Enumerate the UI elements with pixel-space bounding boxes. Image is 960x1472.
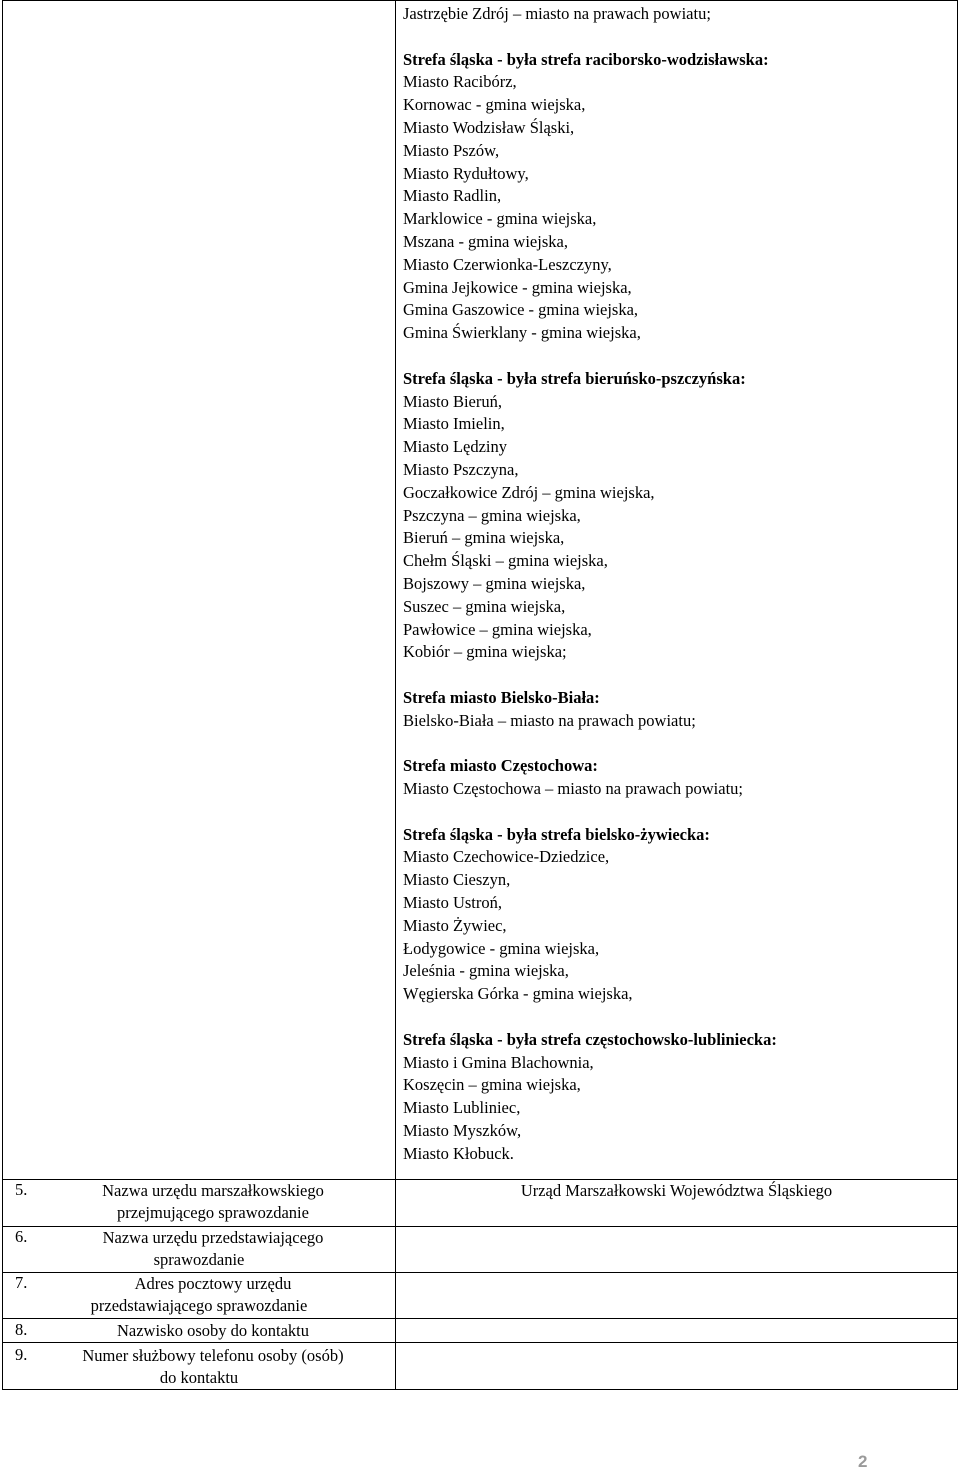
list-item: Kornowac - gmina wiejska, — [403, 95, 586, 115]
list-item: Miasto i Gmina Blachownia, — [403, 1052, 594, 1072]
list-item: Pawłowice – gmina wiejska, — [403, 619, 592, 639]
list-item: Miasto Rydułtowy, — [403, 163, 529, 183]
list-item: Węgierska Górka - gmina wiejska, — [403, 984, 633, 1004]
section-bielsko-biala — [403, 687, 777, 733]
list-item: Miasto Czechowice-Dziedzice, — [403, 847, 610, 867]
row-label-line1: Numer służbowy telefonu osoby (osób) — [82, 1346, 344, 1365]
list-item: Miasto Wodzisław Śląski, — [403, 117, 575, 137]
row-number: 8. — [15, 1320, 28, 1339]
row-number: 5. — [15, 1180, 28, 1199]
list-item: Miasto Częstochowa – miasto na prawach powiatu; — [403, 779, 743, 799]
list-item: Kobiór – gmina wiejska; — [403, 642, 567, 662]
section-raciborsko-wodzislawska — [403, 49, 777, 345]
section-heading: Strefa śląska - była strefa bieruńsko-pszczyńska: — [403, 368, 746, 388]
list-item: Miasto Lubliniec, — [403, 1098, 521, 1118]
list-item: Suszec – gmina wiejska, — [403, 596, 566, 616]
list-item: Marklowice - gmina wiejska, — [403, 209, 597, 229]
row-label-line2: do kontaktu — [159, 1368, 239, 1387]
list-item: Miasto Radlin, — [403, 186, 502, 206]
section-czestochowsko-lubliniecka — [403, 1029, 777, 1166]
list-item: Miasto Ustroń, — [403, 893, 502, 913]
list-item: Miasto Kłobuck. — [403, 1143, 514, 1163]
row-label-line2: przejmującego sprawozdanie — [117, 1203, 309, 1222]
row-9-value-cell — [396, 1342, 958, 1389]
list-item: Miasto Pszów, — [403, 140, 500, 160]
row-number: 6. — [15, 1227, 28, 1246]
list-item: Koszęcin – gmina wiejska, — [403, 1075, 581, 1095]
list-item: Bielsko-Biała – miasto na prawach powiatu; — [403, 710, 696, 730]
list-item: Mszana - gmina wiejska, — [403, 231, 568, 251]
row-5-label — [3, 1180, 395, 1224]
row-7-value-cell — [396, 1272, 958, 1318]
list-item: Gmina Jejkowice - gmina wiejska, — [403, 277, 632, 297]
page-number: 2 — [858, 1452, 868, 1471]
row-7-label — [3, 1273, 395, 1317]
section-heading: Strefa śląska - była strefa częstochowsko-lubliniecka: — [403, 1029, 777, 1049]
row-9-label — [3, 1345, 395, 1389]
list-item: Jeleśnia - gmina wiejska, — [403, 961, 569, 981]
row-label-line1: Nazwa urzędu marszałkowskiego — [102, 1181, 324, 1200]
row-number: 7. — [15, 1273, 28, 1292]
marshal-office-name: Urząd Marszałkowski Województwa Śląskiego — [520, 1181, 833, 1200]
row-label-line1: Adres pocztowy urzędu — [134, 1274, 292, 1293]
empty-label-cell — [3, 1, 396, 1180]
zones-list — [403, 3, 777, 1166]
list-item: Miasto Cieszyn, — [403, 870, 511, 890]
row-8-label — [3, 1320, 395, 1342]
row-number: 9. — [15, 1345, 28, 1364]
row-label-line1: Nazwa urzędu przedstawiającego — [102, 1228, 324, 1247]
list-item: Miasto Lędziny — [403, 437, 508, 457]
list-item: Pszczyna – gmina wiejska, — [403, 505, 581, 525]
section-bielsko-zywiecka — [403, 824, 777, 1006]
list-item: Goczałkowice Zdrój – gmina wiejska, — [403, 482, 655, 502]
row-label-line2: przedstawiającego sprawozdanie — [90, 1296, 308, 1315]
list-item: Miasto Czerwionka-Leszczyny, — [403, 254, 612, 274]
section-heading: Strefa śląska - była strefa raciborsko-wodzisławska: — [403, 49, 769, 69]
section-heading: Strefa śląska - była strefa bielsko-żywiecka: — [403, 824, 710, 844]
list-item: Gmina Świerklany - gmina wiejska, — [403, 323, 641, 343]
list-item: Bojszowy – gmina wiejska, — [403, 573, 586, 593]
list-item: Miasto Bieruń, — [403, 391, 502, 411]
list-item: Miasto Żywiec, — [403, 915, 507, 935]
section-czestochowa — [403, 755, 777, 801]
section-heading: Strefa miasto Bielsko-Biała: — [403, 687, 600, 707]
list-item: Miasto Imielin, — [403, 414, 505, 434]
list-item: Gmina Gaszowice - gmina wiejska, — [403, 300, 639, 320]
row-6-label — [3, 1227, 395, 1271]
row-5-value — [396, 1180, 957, 1202]
section-heading: Strefa miasto Częstochowa: — [403, 756, 598, 776]
list-item: Miasto Myszków, — [403, 1121, 522, 1141]
section-bierunsko-pszczynska — [403, 368, 777, 664]
list-item: Bieruń – gmina wiejska, — [403, 528, 565, 548]
row-8-value-cell — [396, 1318, 958, 1342]
list-item: Miasto Racibórz, — [403, 72, 517, 92]
list-item: Chełm Śląski – gmina wiejska, — [403, 551, 608, 571]
list-item: Miasto Pszczyna, — [403, 459, 519, 479]
row-label-line1: Nazwisko osoby do kontaktu — [116, 1321, 310, 1340]
intro-line: Jastrzębie Zdrój – miasto na prawach powiatu; — [403, 4, 711, 23]
list-item: Łodygowice - gmina wiejska, — [403, 938, 600, 958]
row-label-line2: sprawozdanie — [153, 1250, 245, 1269]
row-6-value-cell — [396, 1226, 958, 1272]
